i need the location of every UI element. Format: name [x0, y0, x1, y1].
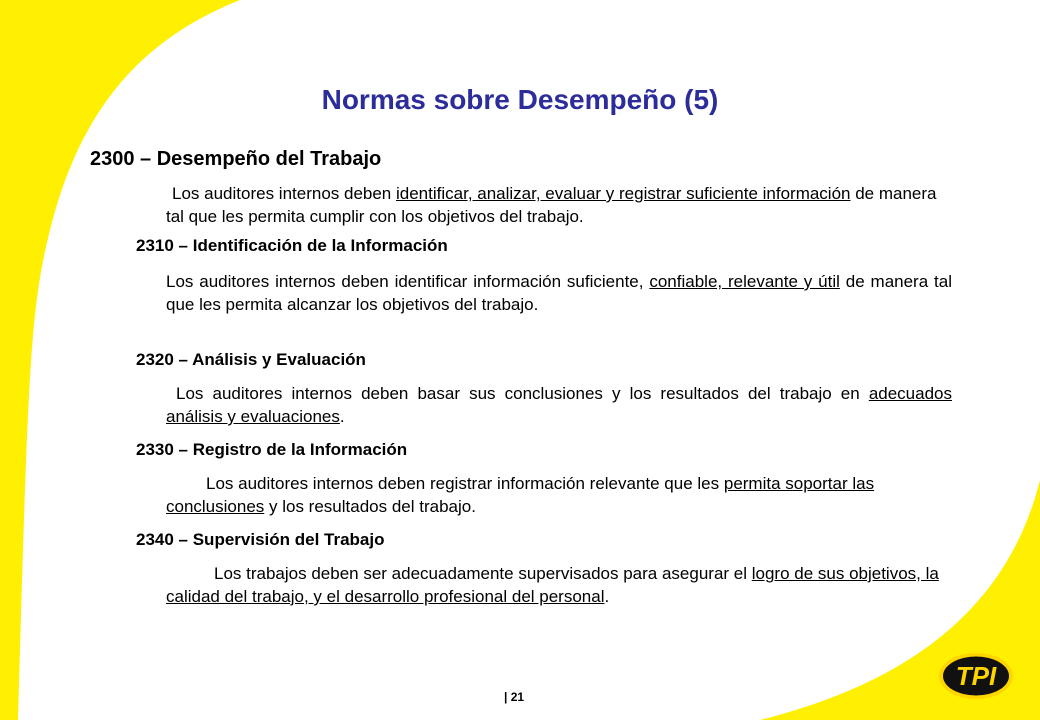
sub-heading-2320: 2320 – Análisis y Evaluación	[136, 350, 366, 369]
paragraph-2340-text-b: .	[604, 587, 610, 606]
paragraph-2320-text-b: .	[339, 407, 345, 426]
paragraph-2300	[166, 182, 946, 228]
paragraph-2340-text-a: Los trabajos deben ser adecuadamente supervisados para asegurar el	[214, 564, 752, 583]
paragraph-2300-underlined: identificar, analizar, evaluar y registrar suficiente información	[396, 184, 851, 203]
slide-title: Normas sobre Desempeño (5)	[321, 84, 719, 115]
paragraph-2330-text-a: Los auditores internos deben registrar información relevante que les	[206, 474, 724, 493]
paragraph-2310-underlined: confiable, relevante y útil	[649, 272, 840, 291]
tpi-logo-text: TPI	[955, 661, 997, 691]
paragraph-2300-text-a: Los auditores internos deben	[172, 184, 396, 203]
tpi-logo	[938, 652, 1014, 700]
paragraph-2330-text-b: y los resultados del trabajo.	[264, 497, 476, 516]
paragraph-2310	[166, 270, 952, 316]
page-number: | 21	[504, 690, 525, 704]
paragraph-2320	[166, 382, 952, 428]
paragraph-2340-underlined: logro de sus objetivos, la calidad del trabajo, y el desarrollo profesional del personal	[166, 564, 939, 606]
sub-heading-2340: 2340 – Supervisión del Trabajo	[136, 530, 385, 549]
paragraph-2320-text-a: Los auditores internos deben basar sus conclusiones y los resultados del trabajo en	[176, 384, 869, 403]
section-heading-2300: 2300 – Desempeño del Trabajo	[90, 148, 382, 170]
paragraph-2300-text-b: de manera tal que les permita cumplir con los objetivos del trabajo.	[166, 184, 937, 226]
paragraph-2310-text-a: Los auditores internos deben identificar información suficiente,	[166, 272, 650, 291]
sub-heading-2330: 2330 – Registro de la Información	[136, 440, 408, 459]
sub-heading-2310: 2310 – Identificación de la Información	[136, 236, 448, 255]
paragraph-2320-underlined: adecuados análisis y evaluaciones	[166, 384, 952, 426]
paragraph-2310-text-b: de manera tal que les permita alcanzar los objetivos del trabajo.	[166, 272, 952, 314]
paragraph-2340	[166, 562, 946, 608]
paragraph-2330	[166, 472, 946, 518]
paragraph-2330-underlined: permita soportar las conclusiones	[166, 474, 875, 516]
